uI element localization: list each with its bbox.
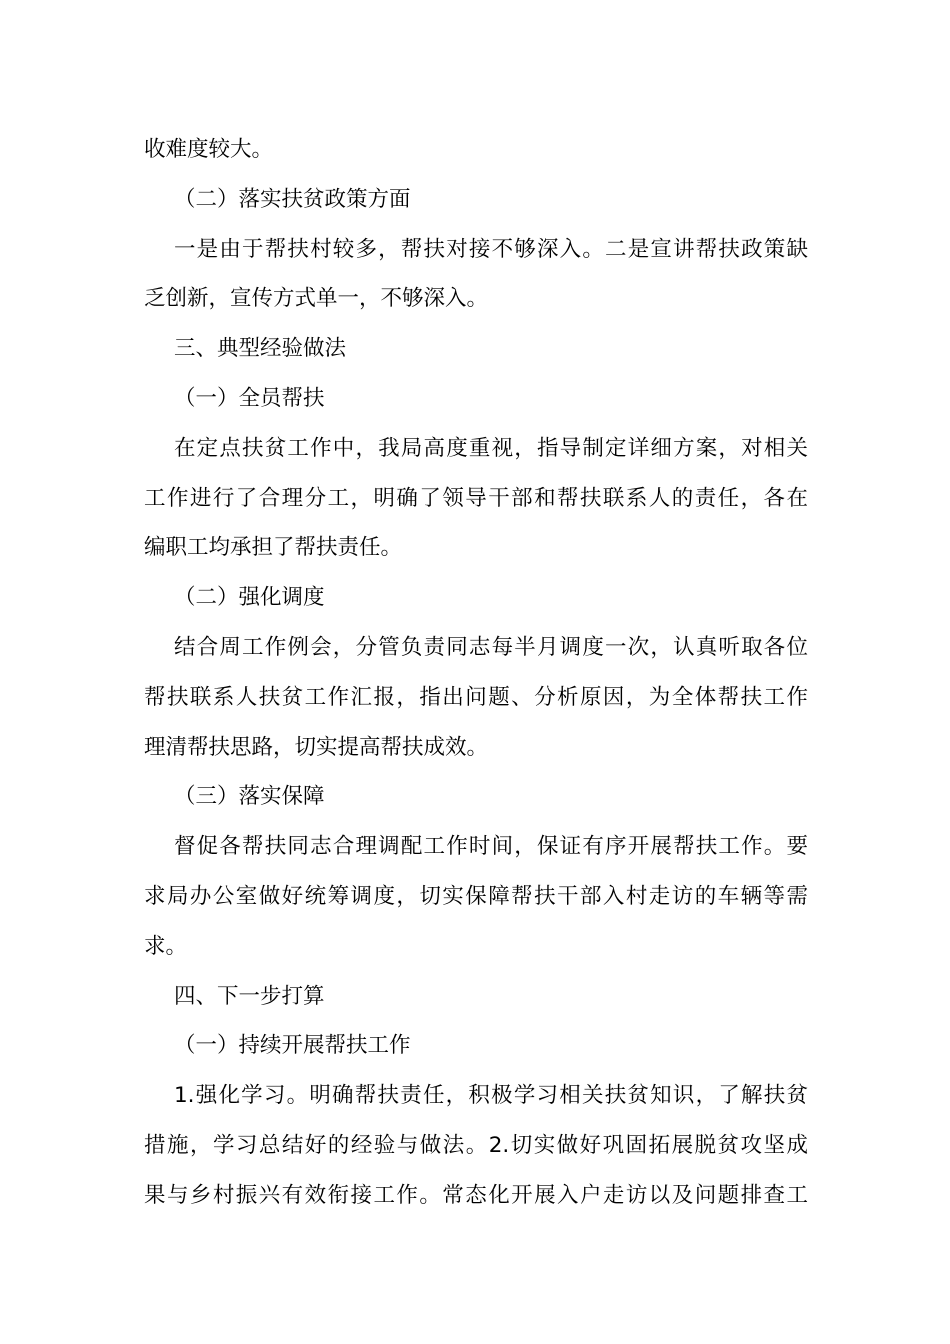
- subsection-heading: （三）落实保障: [174, 784, 325, 810]
- paragraph-line: 措施，学习总结好的经验与做法。2.切实做好巩固拓展脱贫攻坚成: [144, 1132, 808, 1158]
- section-heading: 三、典型经验做法: [174, 336, 347, 362]
- paragraph-line: 工作进行了合理分工，明确了领导干部和帮扶联系人的责任，各在: [144, 485, 808, 511]
- subsection-heading: （二）强化调度: [174, 585, 325, 611]
- paragraph-line: 果与乡村振兴有效衔接工作。常态化开展入户走访以及问题排查工: [144, 1182, 808, 1208]
- paragraph-line: 理清帮扶思路，切实提高帮扶成效。: [144, 734, 489, 760]
- paragraph-line: 收难度较大。: [144, 137, 274, 162]
- paragraph-line: 1.强化学习。明确帮扶责任，积极学习相关扶贫知识，了解扶贫: [174, 1083, 808, 1109]
- subsection-heading: （一）全员帮扶: [174, 385, 325, 411]
- paragraph-line: 结合周工作例会，分管负责同志每半月调度一次，认真听取各位: [174, 634, 808, 660]
- paragraph-line: 求。: [144, 933, 188, 959]
- paragraph-line: 在定点扶贫工作中，我局高度重视，指导制定详细方案，对相关: [174, 435, 808, 461]
- paragraph-line: 编职工均承担了帮扶责任。: [144, 535, 403, 561]
- paragraph-line: 求局办公室做好统筹调度，切实保障帮扶干部入村走访的车辆等需: [144, 883, 808, 909]
- section-heading: 四、下一步打算: [174, 983, 325, 1009]
- paragraph-line: 乏创新，宣传方式单一，不够深入。: [144, 286, 489, 312]
- paragraph-line: 督促各帮扶同志合理调配工作时间，保证有序开展帮扶工作。要: [174, 834, 808, 860]
- subsection-heading: （一）持续开展帮扶工作: [174, 1033, 411, 1059]
- subsection-heading: （二）落实扶贫政策方面: [174, 186, 411, 212]
- document-body: [144, 125, 808, 1221]
- paragraph-line: 帮扶联系人扶贫工作汇报，指出问题、分析原因，为全体帮扶工作: [144, 684, 808, 710]
- paragraph-line: 一是由于帮扶村较多，帮扶对接不够深入。二是宣讲帮扶政策缺: [174, 236, 808, 262]
